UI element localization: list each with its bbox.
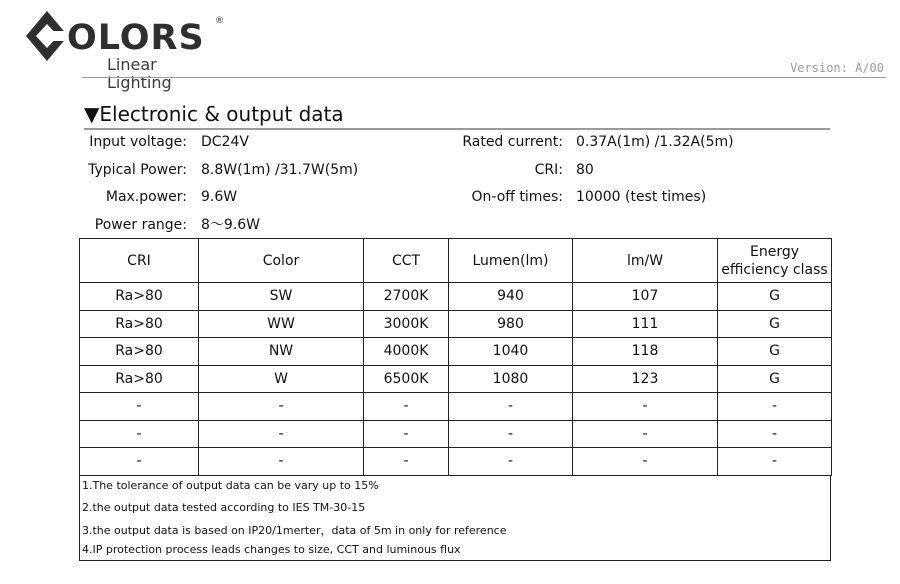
cell-color: SW [199, 283, 364, 311]
spec-label: Rated current: [462, 134, 563, 150]
cell-lm-per-w: - [573, 393, 718, 421]
cell-cri: - [80, 393, 199, 421]
cell-lumen: 980 [449, 310, 573, 338]
spec-cri-value: 80 [576, 162, 594, 178]
header-color: Color [199, 239, 364, 283]
cell-lumen: 1080 [449, 365, 573, 393]
cell-lm-per-w: 118 [573, 338, 718, 366]
table-row [80, 310, 832, 338]
cell-cri: Ra>80 [80, 338, 199, 366]
spec-typical-power-value: 8.8W(1m) /31.7W(5m) [201, 162, 359, 178]
cell-cct: 6500K [364, 365, 449, 393]
cell-cct: - [364, 448, 449, 476]
cell-cct: 3000K [364, 310, 449, 338]
spec-label: Power range: [94, 217, 187, 233]
cell-lm-per-w: 107 [573, 283, 718, 311]
header-energy-class: Energy efficiency class [718, 239, 832, 283]
table-row [80, 365, 832, 393]
cell-cri: Ra>80 [80, 365, 199, 393]
cell-color: - [199, 448, 364, 476]
cell-cri: Ra>80 [80, 283, 199, 311]
cell-energy-class: G [718, 283, 832, 311]
cell-lm-per-w: 123 [573, 365, 718, 393]
header-lm-per-w: lm/W [573, 239, 718, 283]
cell-lumen: 1040 [449, 338, 573, 366]
cell-color: WW [199, 310, 364, 338]
cell-energy-class: G [718, 310, 832, 338]
header-cri: CRI [80, 239, 199, 283]
brand-name: OLORS [67, 18, 205, 58]
spec-power-range-value: 8～9.6W [201, 217, 261, 233]
cell-lm-per-w: 111 [573, 310, 718, 338]
spec-on-off-value: 10000 (test times) [576, 189, 707, 205]
cell-cct: 2700K [364, 283, 449, 311]
note-item: 3.the output data is based on IP20/1merter，data of 5m in only for reference [82, 524, 507, 537]
cell-lm-per-w: - [573, 448, 718, 476]
table-row [80, 448, 832, 476]
table-row [80, 393, 832, 421]
header-lumen: Lumen(lm) [449, 239, 573, 283]
cell-color: - [199, 420, 364, 448]
spec-label: Max.power: [105, 189, 187, 205]
brand-logo [25, 10, 225, 92]
header-cct: CCT [364, 239, 449, 283]
cell-energy-class: - [718, 420, 832, 448]
cell-cct: - [364, 393, 449, 421]
cell-lumen: - [449, 420, 573, 448]
cell-cri: Ra>80 [80, 310, 199, 338]
version-label: Version: A/00 [790, 61, 884, 75]
spec-input-voltage-value: DC24V [201, 134, 249, 150]
spec-label: CRI: [534, 162, 563, 178]
spec-label: Input voltage: [89, 134, 187, 150]
cell-cri: - [80, 420, 199, 448]
cell-lumen: - [449, 448, 573, 476]
cell-color: W [199, 365, 364, 393]
registered-mark: ® [215, 16, 224, 26]
cell-lm-per-w: - [573, 420, 718, 448]
note-item: 1.The tolerance of output data can be vary up to 15% [82, 479, 379, 492]
header-divider [82, 77, 886, 78]
brand-tagline: Linear Lighting [107, 55, 172, 92]
cell-color: NW [199, 338, 364, 366]
table-row [80, 420, 832, 448]
table-row [80, 283, 832, 311]
cell-energy-class: - [718, 448, 832, 476]
spec-label: Typical Power: [88, 162, 187, 178]
logo-mark-icon [25, 10, 69, 62]
spec-rated-current-value: 0.37A(1m) /1.32A(5m) [576, 134, 734, 150]
cell-energy-class: - [718, 393, 832, 421]
cell-energy-class: G [718, 365, 832, 393]
table-header-row [80, 239, 832, 283]
cell-cri: - [80, 448, 199, 476]
cell-cct: - [364, 420, 449, 448]
output-data-table [79, 238, 832, 476]
cell-cct: 4000K [364, 338, 449, 366]
spec-label: On-off times: [471, 189, 563, 205]
notes-box [79, 475, 831, 561]
note-item: 4.IP protection process leads changes to size, CCT and luminous flux [82, 543, 461, 556]
cell-lumen: 940 [449, 283, 573, 311]
section-title: ▼Electronic & output data [84, 102, 344, 126]
section-divider [84, 128, 830, 130]
cell-energy-class: G [718, 338, 832, 366]
spec-max-power-value: 9.6W [201, 189, 238, 205]
cell-lumen: - [449, 393, 573, 421]
table-row [80, 338, 832, 366]
note-item: 2.the output data tested according to IES TM-30-15 [82, 501, 366, 514]
cell-color: - [199, 393, 364, 421]
